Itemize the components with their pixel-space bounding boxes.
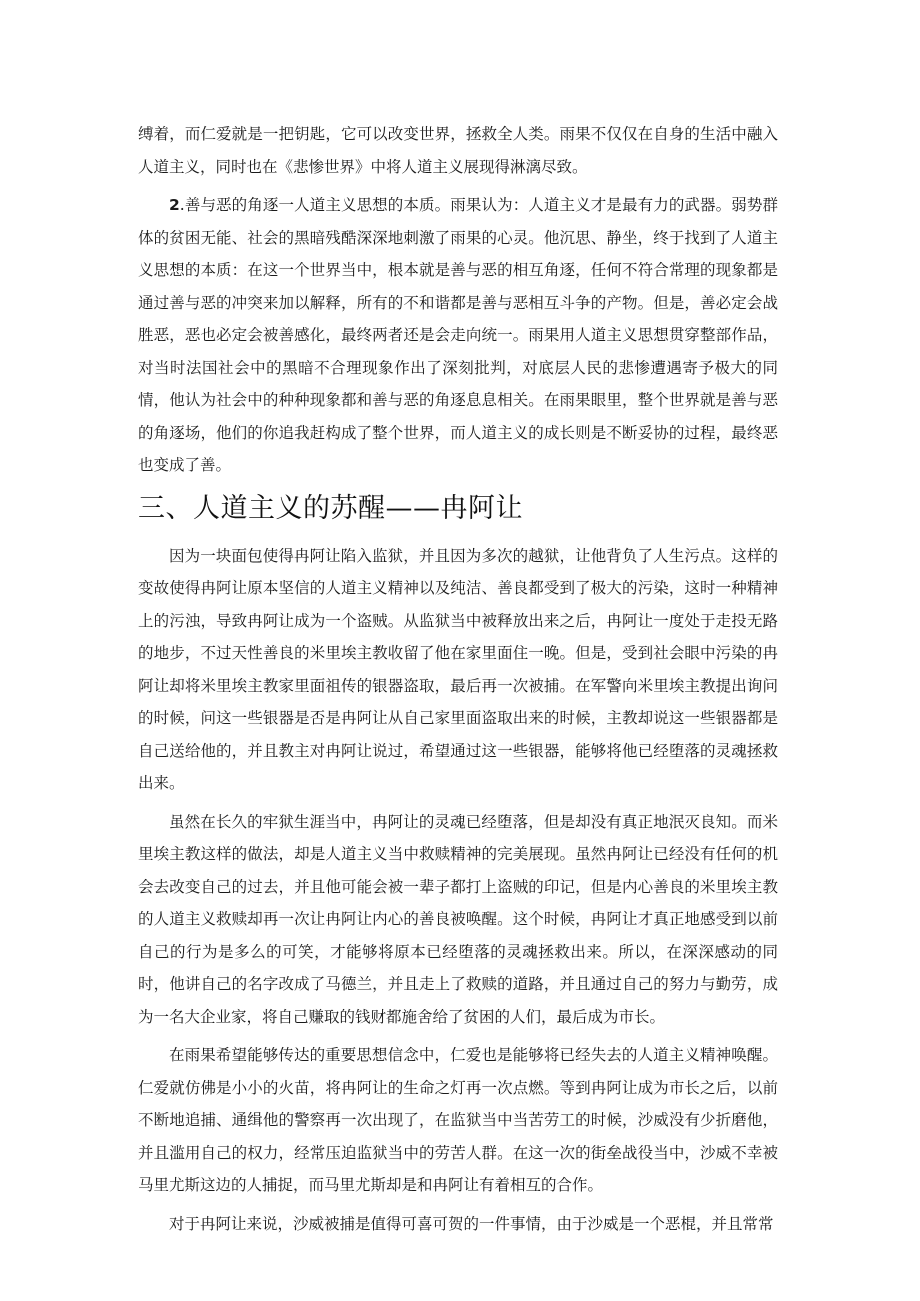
paragraph-point-2 xyxy=(138,189,778,482)
point-number: 2 xyxy=(169,196,180,214)
paragraph-1: 因为一块面包使得冉阿让陷入监狱，并且因为多次的越狱，让他背负了人生污点。这样的变故使得冉阿让原本坚信的人道主义精神以及纯洁、善良都受到了极大的污染，这时一种精神上的污浊，导致冉阿让成为一个盗贼。从监狱当中被释放出来之后，冉阿让一度处于走投无路的地步，不过天性善良的米里埃主教收留了他在家里面住一晚。但是，受到社会眼中污染的冉阿让却将米里埃主教家里面祖传的银器盗取，最后再一次被捕。在军警向米里埃主教提出询问的时候，问这一些银器是否是冉阿让从自己家里面盗取出来的时候，主教却说这一些银器都是自己送给他的，并且教主对冉阿让说过，希望通过这一些银器，能够将他已经堕落的灵魂拯救出来。 xyxy=(138,546,778,792)
paragraph-4: 对于冉阿让来说，沙威被捕是值得可喜可贺的一件事情，由于沙威是一个恶棍，并且常常 xyxy=(169,1214,774,1233)
section-heading: 三、人道主义的苏醒——冉阿让 xyxy=(138,492,523,524)
point-text: .善与恶的角逐一人道主义思想的本质。雨果认为：人道主义才是最有力的武器。弱势群体的贫困无能、社会的黑暗残酷深深地刺激了雨果的心灵。他沉思、静坐，终于找到了人道主义思想的本质：在这一个世界当中，根本就是善与恶的相互角逐，任何不符合常理的现象都是通过善与恶的冲突来加以解释，所有的不和谐都是善与恶相互斗争的产物。但是，善必定会战胜恶，恶也必定会被善感化，最终两者还是会走向统一。雨果用人道主义思想贯穿整部作品，对当时法国社会中的黑暗不合理现象作出了深刻批判，对底层人民的悲惨遭遇寄予极大的同情，他认为社会中的种种现象都和善与恶的角逐息息相关。在雨果眼里，整个世界就是善与恶的角逐场，他们的你追我赶构成了整个世界，而人道主义的成长则是不断妥协的过程，最终恶也变成了善。 xyxy=(138,196,778,474)
paragraph-continuation: 缚着，而仁爱就是一把钥匙，它可以改变世界，拯救全人类。雨果不仅仅在自身的生活中融入人道主义，同时也在《悲惨世界》中将人道主义展现得淋漓尽致。 xyxy=(138,125,778,176)
paragraph-3: 在雨果希望能够传达的重要思想信念中，仁爱也是能够将已经失去的人道主义精神唤醒。仁爱就仿佛是小小的火苗，将冉阿让的生命之灯再一次点燃。等到冉阿让成为市长之后，以前不断地追捕、通缉他的警察再一次出现了，在监狱当中当苦劳工的时候，沙威没有少折磨他，并且滥用自己的权力，经常压迫监狱当中的劳苦人群。在这一次的街垒战役当中，沙威不幸被马里尤斯这边的人捕捉，而马里尤斯却是和冉阿让有着相互的合作。 xyxy=(138,1046,778,1194)
document-body xyxy=(138,118,778,1240)
paragraph-2: 虽然在长久的牢狱生涯当中，冉阿让的灵魂已经堕落，但是却没有真正地泯灭良知。而米里埃主教这样的做法，却是人道主义当中救赎精神的完美展现。虽然冉阿让已经没有任何的机会去改变自己的过去，并且他可能会被一辈子都打上盗贼的印记，但是内心善良的米里埃主教的人道主义救赎却再一次让冉阿让内心的善良被唤醒。这个时候，冉阿让才真正地感受到以前自己的行为是多么的可笑，才能够将原本已经堕落的灵魂拯救出来。所以，在深深感动的同时，他讲自己的名字改成了马德兰，并且走上了救赎的道路，并且通过自己的努力与勤劳，成为一名大企业家，将自己赚取的钱财都施舍给了贫困的人们，最后成为市长。 xyxy=(138,812,778,1026)
